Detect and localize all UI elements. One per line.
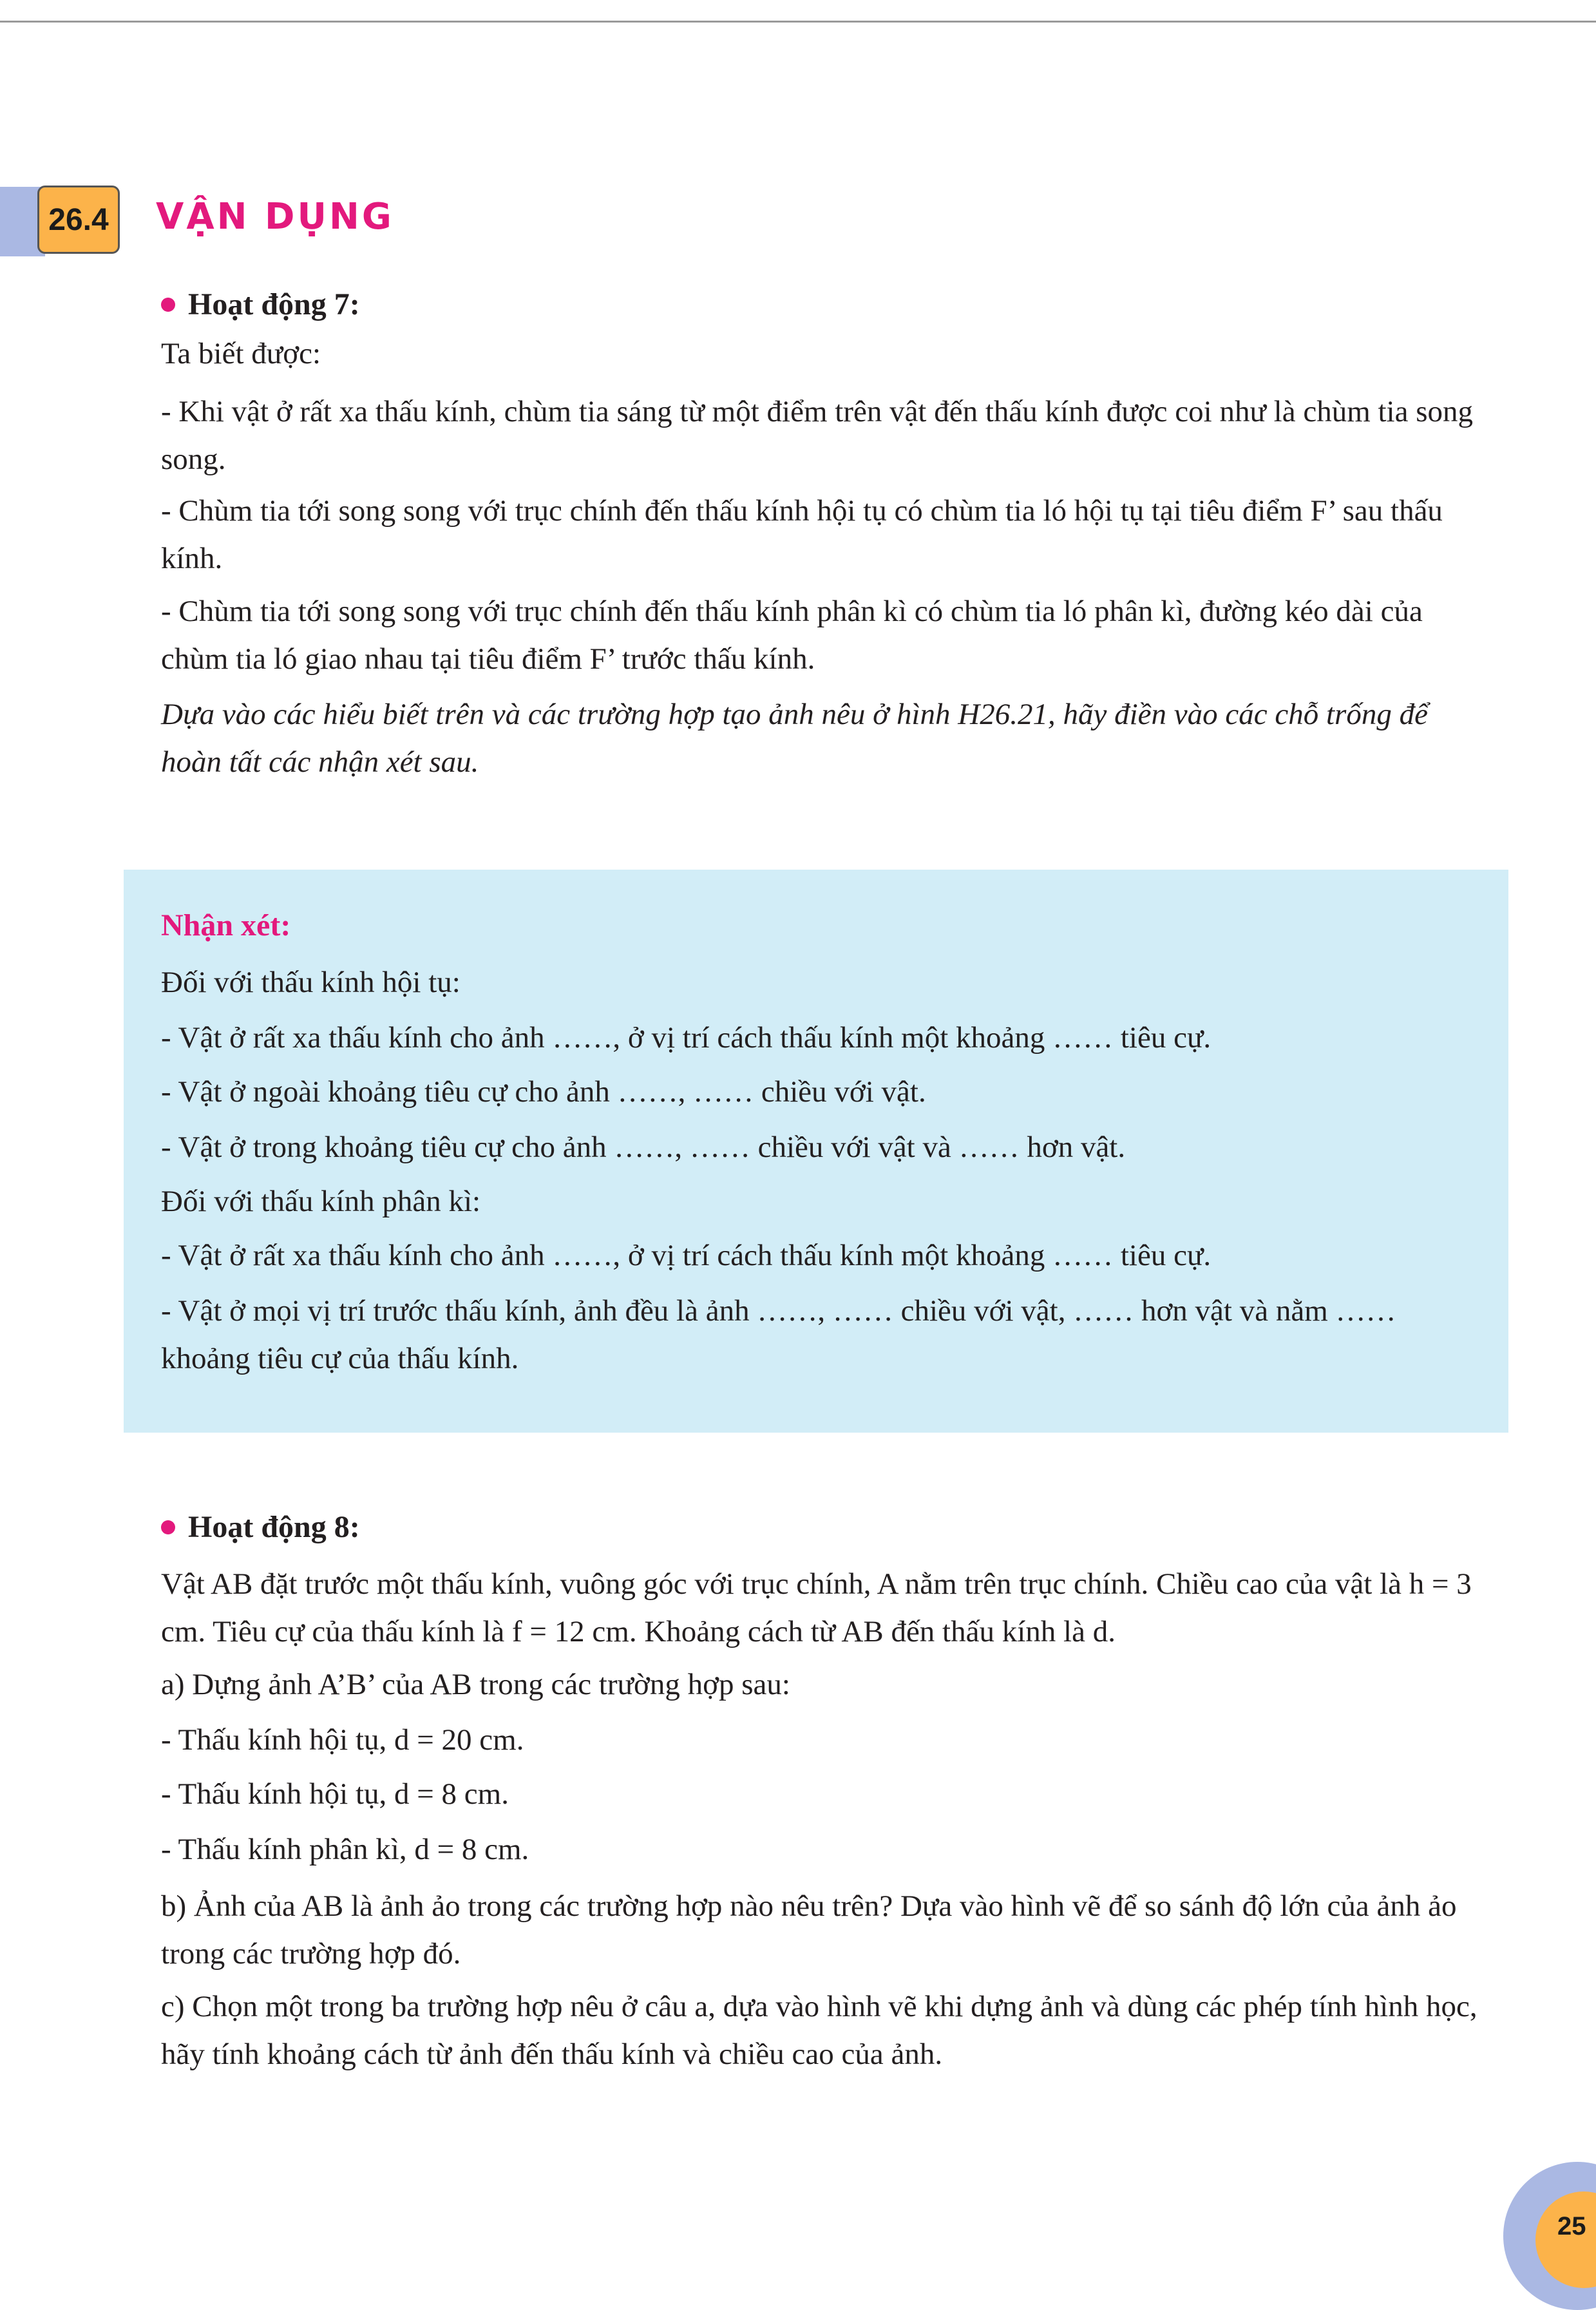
section-number-badge: 26.4: [37, 186, 120, 254]
activity-7-fact-3: - Chùm tia tới song song với trục chính đến thấu kính phân kì có chùm tia ló phân kì, đường kéo dài của chùm tia ló giao nhau tại tiêu điểm F’ trước thấu kính.: [161, 595, 1423, 676]
bullet-dot-icon: [161, 298, 175, 312]
activity-7-instruction: Dựa vào các hiểu biết trên và các trường hợp tạo ảnh nêu ở hình H26.21, hãy điền vào các chỗ trống để hoàn tất các nhận xét sau.: [161, 698, 1428, 779]
converging-remark-3: - Vật ở trong khoảng tiêu cự cho ảnh ……, …… chiều với vật và …… hơn vật.: [161, 1131, 1126, 1164]
converging-remark-2: - Vật ở ngoài khoảng tiêu cự cho ảnh ……, …… chiều với vật.: [161, 1075, 926, 1109]
activity-7-heading: [161, 281, 360, 329]
diverging-remark-1: - Vật ở rất xa thấu kính cho ảnh ……, ở vị trí cách thấu kính một khoảng …… tiêu cự.: [161, 1239, 1211, 1272]
activity-8-intro: Vật AB đặt trước một thấu kính, vuông góc với trục chính, A nằm trên trục chính. Chiều cao của vật là h = 3 cm. Tiêu cự của thấu kính là f = 12 cm. Khoảng cách từ AB đến thấu kính là d.: [161, 1567, 1472, 1648]
activity-7-heading-text: Hoạt động 7:: [188, 287, 360, 321]
activity-8-part-b: b) Ảnh của AB là ảnh ảo trong các trường hợp nào nêu trên? Dựa vào hình vẽ để so sánh độ lớn của ảnh ảo trong các trường hợp đó.: [161, 1889, 1457, 1971]
top-rule: [0, 21, 1596, 23]
converging-remark-1: - Vật ở rất xa thấu kính cho ảnh ……, ở vị trí cách thấu kính một khoảng …… tiêu cự.: [161, 1021, 1211, 1055]
diverging-lens-heading: Đối với thấu kính phân kì:: [161, 1185, 481, 1218]
activity-8-part-c: c) Chọn một trong ba trường hợp nêu ở câu a, dựa vào hình vẽ khi dựng ảnh và dùng các phép tính hình học, hãy tính khoảng cách từ ảnh đến thấu kính và chiều cao của ảnh.: [161, 1990, 1477, 2071]
activity-8-case-2: - Thấu kính hội tụ, d = 8 cm.: [161, 1777, 509, 1811]
remarks-title: Nhận xét:: [161, 908, 291, 942]
activity-8-case-3: - Thấu kính phân kì, d = 8 cm.: [161, 1833, 529, 1866]
activity-8-case-1: - Thấu kính hội tụ, d = 20 cm.: [161, 1723, 524, 1757]
bullet-dot-icon: [161, 1520, 175, 1534]
page-number: 25: [1535, 2191, 1596, 2288]
diverging-remark-2: - Vật ở mọi vị trí trước thấu kính, ảnh đều là ảnh ……, …… chiều với vật, …… hơn vật và nằm …… khoảng tiêu cự của thấu kính.: [161, 1294, 1396, 1375]
activity-7-fact-1: - Khi vật ở rất xa thấu kính, chùm tia sáng từ một điểm trên vật đến thấu kính được coi như là chùm tia song song.: [161, 395, 1474, 476]
activity-8-part-a: a) Dựng ảnh A’B’ của AB trong các trường hợp sau:: [161, 1668, 790, 1701]
activity-8-heading-text: Hoạt động 8:: [188, 1510, 360, 1544]
activity-8-heading: [161, 1503, 360, 1551]
section-title: VẬN DỤNG: [156, 196, 394, 238]
activity-7-intro: Ta biết được:: [161, 337, 321, 370]
converging-lens-heading: Đối với thấu kính hội tụ:: [161, 966, 461, 999]
activity-7-fact-2: - Chùm tia tới song song với trục chính đến thấu kính hội tụ có chùm tia ló hội tụ tại tiêu điểm F’ sau thấu kính.: [161, 494, 1443, 575]
